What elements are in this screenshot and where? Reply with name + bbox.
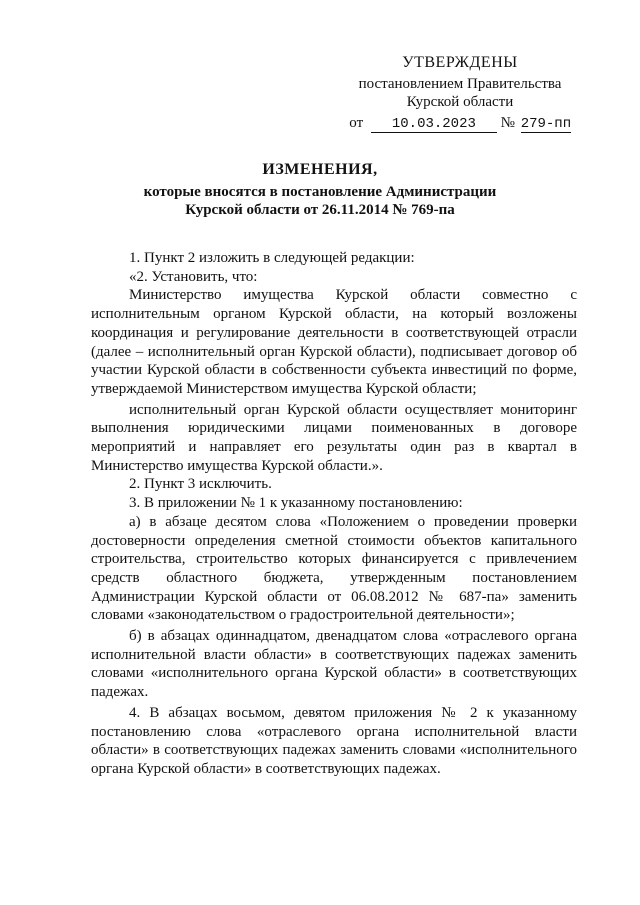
- paragraph-1: 1. Пункт 2 изложить в следующей редакции:: [129, 250, 415, 266]
- paragraph-9: 4. В абзацах восьмом, девятом приложения № 2 к указанному постановлению слова «отраслевого органа исполнительной власти области» в соответствующих падежах заменить словами «исполнительного органа Курской области» в соответствующих падежах.: [91, 704, 577, 777]
- approval-date-row: [330, 114, 590, 133]
- approval-stamp: [330, 54, 590, 133]
- document-heading: [60, 161, 580, 220]
- paragraph-2: «2. Установить, что:: [129, 268, 258, 285]
- paragraph-7: а) в абзаце десятом слова «Положением о проведении проверки достоверности определения сметной стоимости объектов капитального строительства, строительство которых финансируется с привлечением средств областного бюджета, утвержденным постановлением Администрации Курской области от 06.08.2012 № 687-па» заменить словами «законодательством о градостроительной деятельности»;: [91, 513, 577, 624]
- paragraph-6: 3. В приложении № 1 к указанному постановлению:: [129, 495, 463, 512]
- paragraph-3: Министерство имущества Курской области совместно с исполнительным органом Курской области, на который возложены координация и регулирование деятельности в соответствующей отрасли (далее – исполнительный орган Курской области), подписывает договор об участии Курской области в собственности субъекта инвестиций по форме, утверждаемой Министерством имущества Курской области;: [91, 287, 577, 397]
- approval-number: 279-пп: [520, 116, 572, 133]
- approval-line-2: Курской области: [406, 94, 514, 111]
- heading-line-3: Курской области от 26.11.2014 № 769-па: [185, 202, 455, 219]
- paragraph-8: б) в абзацах одиннадцатом, двенадцатом слова «отраслевого органа исполнительной власти области» в соответствующих падежах заменить словами «исполнительного органа Курской области» в соответствующих падежах.: [91, 628, 577, 701]
- approval-date: 10.03.2023: [371, 117, 497, 133]
- approval-line-1: постановлением Правительства: [358, 75, 562, 92]
- approval-title: УТВЕРЖДЕНЫ: [402, 54, 518, 71]
- paragraph-4: исполнительный орган Курской области осуществляет мониторинг выполнения юридическими лицами поименованных в договоре мероприятий и направляет его результаты один раз в квартал в Министерство имущества Курской области.».: [91, 401, 577, 474]
- heading-title: ИЗМЕНЕНИЯ,: [262, 161, 378, 178]
- number-prefix: №: [500, 115, 515, 132]
- heading-line-2: которые вносятся в постановление Администрации: [143, 183, 497, 200]
- document-body: [91, 249, 577, 779]
- date-prefix: от: [349, 115, 364, 132]
- paragraph-5: 2. Пункт 3 исключить.: [129, 476, 272, 493]
